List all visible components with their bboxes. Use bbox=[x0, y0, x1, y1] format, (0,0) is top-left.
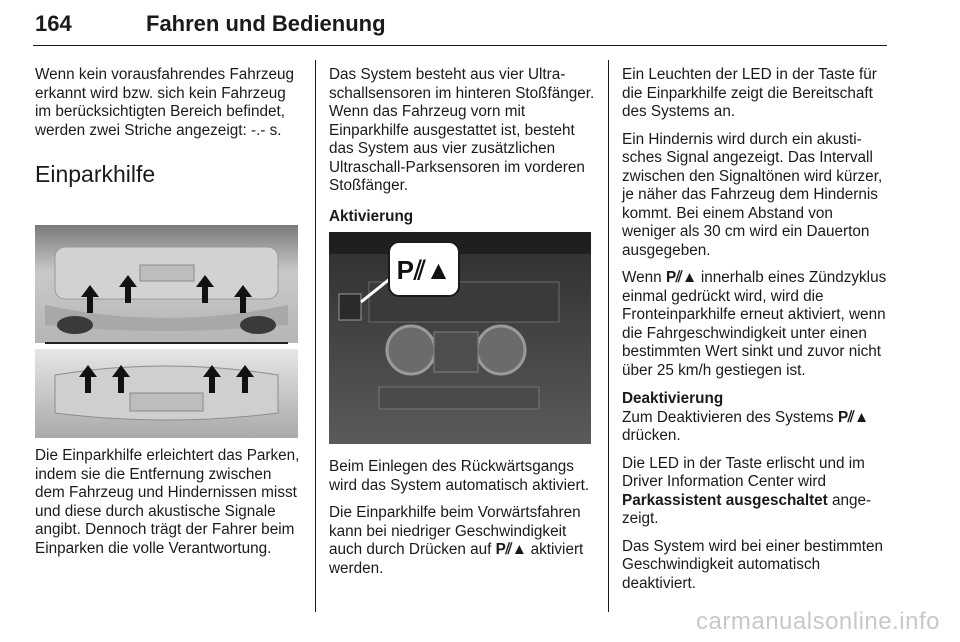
park-assist-symbol-icon: P⫽▲ bbox=[495, 541, 527, 558]
paragraph-forward-activation: Die Einparkhilfe beim Vorwärtsfahren kann bei niedriger Geschwindigkeit auch durch Drücken auf P⫽▲ aktiviert werden. bbox=[329, 504, 584, 577]
column-2-lower bbox=[329, 458, 595, 587]
section-title: Einparkhilfe bbox=[35, 161, 156, 187]
page-header bbox=[33, 5, 887, 45]
watermark: carmanualsonline.info bbox=[696, 608, 940, 635]
column-divider bbox=[608, 60, 609, 612]
column-1 bbox=[35, 66, 303, 188]
page-number: 164 bbox=[35, 11, 72, 36]
paragraph-reverse-activation: Beim Einlegen des Rückwärtsgangs wird das System automatisch aktiviert. bbox=[329, 458, 590, 494]
header-rule bbox=[33, 45, 887, 46]
paragraph-press: Wenn P⫽▲ innerhalb eines Zündzyklus einmal gedrückt wird, wird die Fronteinparkhilfe erneut aktiviert, wenn die Fahrgeschwindigkeit unter einen bestimmten Wert sinkt und zuvor nicht über 25 km/h gestiegen ist. bbox=[622, 269, 887, 379]
paragraph-intro: Wenn kein vorausfahrendes Fahrzeug erkannt wird bzw. sich kein Fahrzeug im berücksichtigten Bereich befindet, werden zwei Striche angezeigt: -.- s. bbox=[35, 66, 295, 139]
column-2 bbox=[329, 66, 595, 232]
park-assist-callout-symbol: P⫽▲ bbox=[396, 255, 452, 285]
paragraph-dic: Die LED in der Taste erlischt und im Driver Information Center wird Parkassistent ausgeschaltet angezeigt. bbox=[622, 454, 872, 527]
park-assist-symbol-icon: P⫽▲ bbox=[837, 408, 869, 426]
park-button-figure bbox=[329, 232, 591, 444]
paragraph-auto-deactivate: Das System wird bei einer bestimmten Geschwindigkeit automatisch deaktiviert. bbox=[622, 537, 883, 592]
column-divider bbox=[315, 60, 316, 612]
paragraph-led: Ein Leuchten der LED in der Taste für die Einparkhilfe zeigt die Bereitschaft des Systems an. bbox=[622, 66, 877, 120]
chapter-title: Fahren und Bedienung bbox=[146, 11, 386, 36]
paragraph-signal: Ein Hindernis wird durch ein akustisches Signal angezeigt. Das Intervall zwischen den Signaltönen wird kürzer, je näher das Fahrzeug dem Hindernis kommt. Bei einem Abstand von weniger als 30 cm wird ein Dauerton ausgegeben. bbox=[622, 130, 883, 259]
park-assist-symbol-icon: P⫽▲ bbox=[665, 269, 697, 286]
heading-activation: Aktivierung bbox=[329, 207, 414, 225]
paragraph-system: Das System besteht aus vier Ultraschallsensoren im hinteren Stoßfänger. Wenn das Fahrzeug vorn mit Einparkhilfe ausgestattet ist, besteht das System aus vier zusätzlichen Ultraschall-Parksensoren im vorderen Stoßfänger. bbox=[329, 66, 595, 194]
column-3 bbox=[622, 66, 890, 602]
column-1-lower bbox=[35, 447, 303, 567]
paragraph-deactivate: Zum Deaktivieren des Systems P⫽▲ drücken. bbox=[622, 408, 869, 444]
bumper-sensor-figure bbox=[35, 225, 298, 438]
paragraph-responsibility: Die Einparkhilfe erleichtert das Parken, indem sie die Entfernung zwischen dem Fahrzeug und Hindernissen misst und diese durch akustische Signale angibt. Dennoch trägt der Fahrer beim Einparken die volle Verantwortung. bbox=[35, 447, 300, 557]
heading-deactivation: Deaktivierung bbox=[622, 390, 724, 407]
